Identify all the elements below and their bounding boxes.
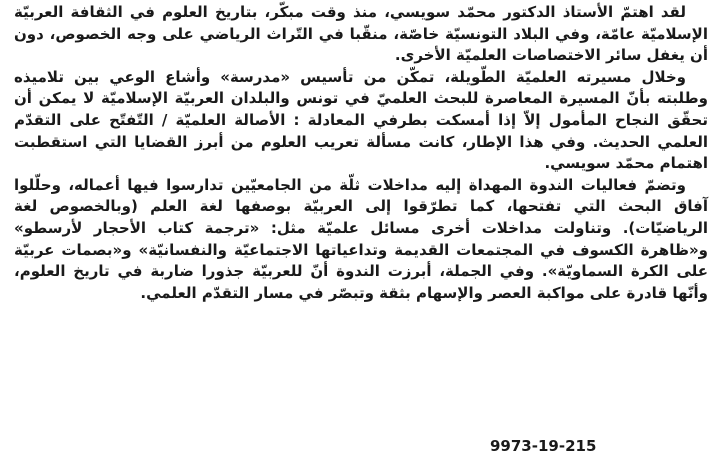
paragraph-career: وخلال مسيرته العلميّة الطّويلة، تمكّن من تأسيس «مدرسة» وأشاع الوعي بين تلاميذه وطلبته بأنّ المسيرة المعاصرة للبحث العلميّ في تونس والبلدان العربيّة الإسلاميّة لا يمكن أن تحقّق النجاح المأمول إلاّ إذا أمسكت بطرفي المعادلة : الأصالة العلميّة / التّفتّح على التقدّم العلمي الحديث. وفي هذا الإطار، كانت مسألة تعريب العلوم من أبرز القضايا التي استقطبت اهتمام محمّد سويسي. bbox=[14, 67, 708, 173]
body-text bbox=[14, 2, 708, 304]
isbn-number: 9973-19-215 bbox=[490, 437, 597, 455]
paragraph-symposium: وتضمّ فعاليات الندوة المهداة إليه مداخلات ثلّة من الجامعيّين تدارسوا فيها أعماله، وحلّلوا آفاق البحث التي تفتحها، كما تطرّقوا إلى العربيّة بوصفها لغة العلم (وبالخصوص لغة الرياضيّات). وتناولت مداخلات أخرى مسائل علميّة مثل: «ترجمة كتاب الأحجار لأرسطو» و«ظاهرة الكسوف في المجتمعات القديمة وتداعياتها الاجتماعيّة والنفسانيّة» و«بصمات عربيّة على الكرة السماويّة». وفي الجملة، أبرزت الندوة أنّ للعربيّة جذورا ضاربة في تاريخ العلوم، وأنّها قادرة على مواكبة العصر والإسهام بثقة وتبصّر في مسار التقدّم العلمي. bbox=[14, 175, 708, 302]
paragraph-intro: لقد اهتمّ الأستاذ الدكتور محمّد سويسي، منذ وقت مبكّر، بتاريخ العلوم في الثقافة العربيّة الإسلاميّة عامّة، وفي البلاد التونسيّة خاصّة، منقّبا في التّراث الرياضي على وجه الخصوص، دون أن يغفل سائر الاختصاصات العلميّة الأخرى. bbox=[14, 3, 708, 65]
